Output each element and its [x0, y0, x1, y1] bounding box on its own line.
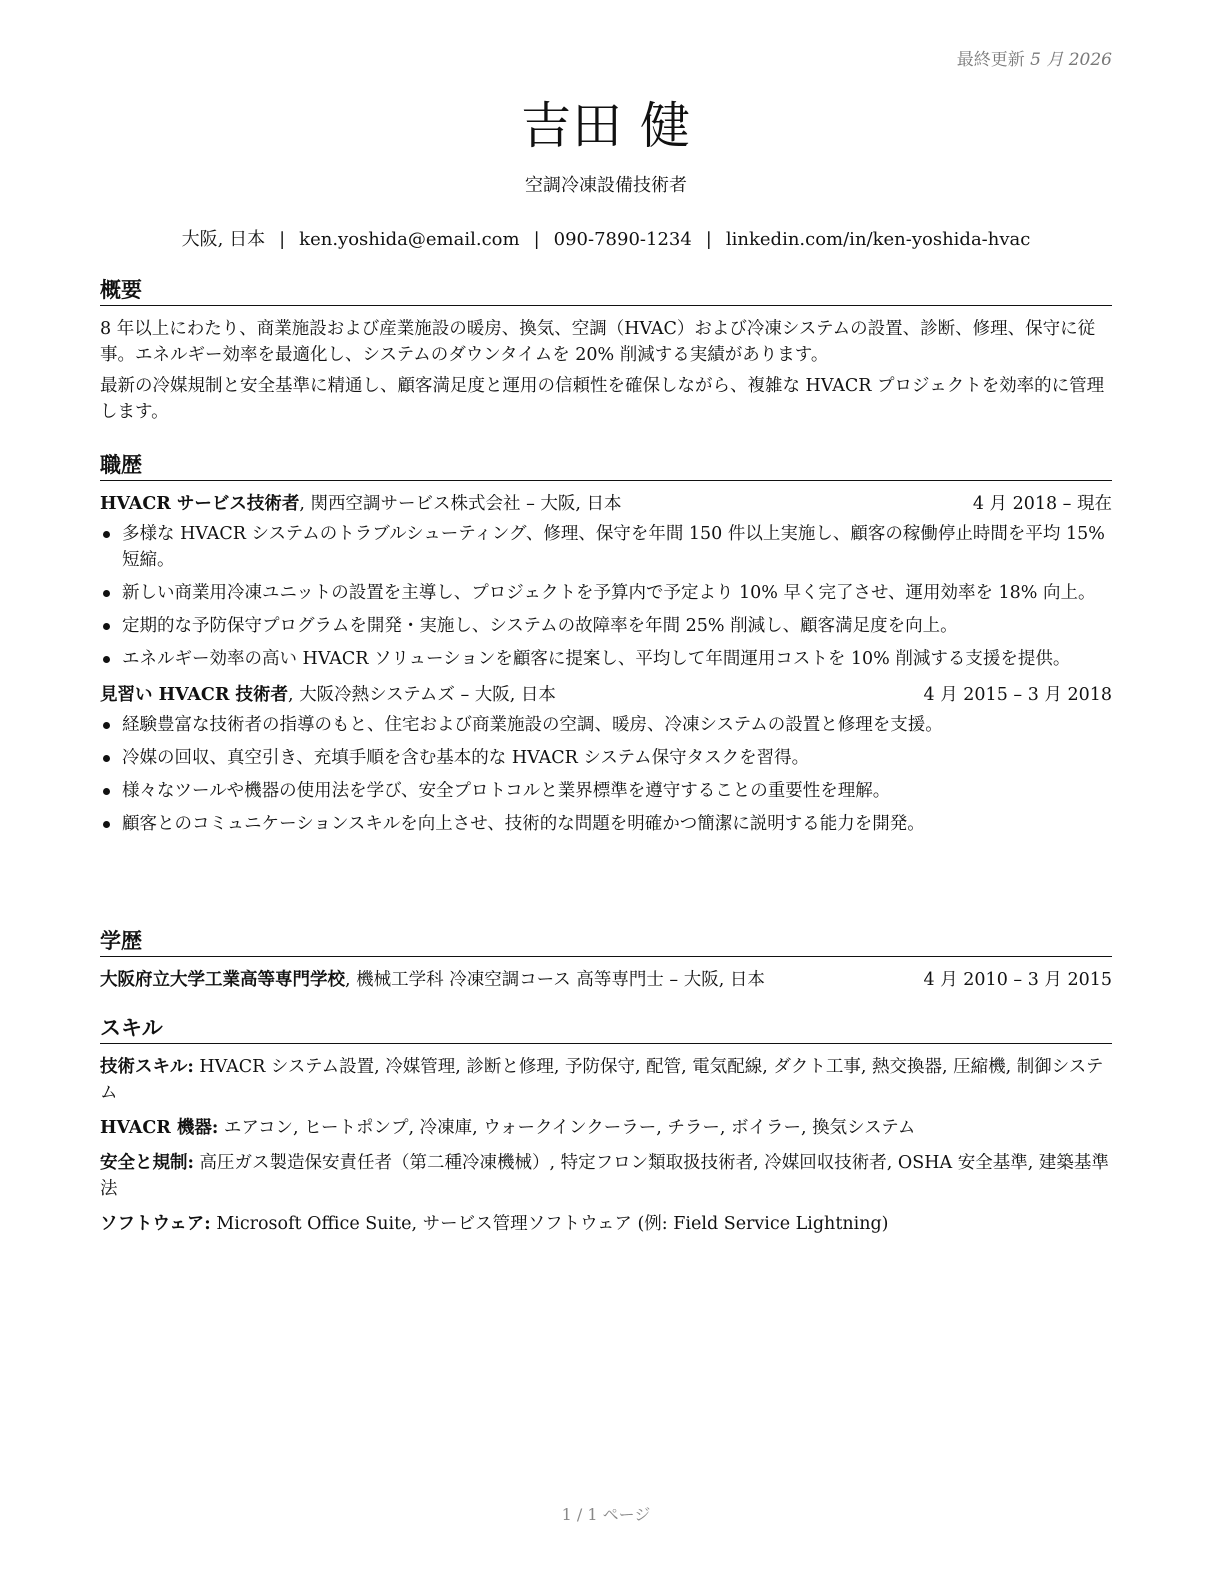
education-heading: 学歴 [100, 928, 1112, 957]
summary-heading: 概要 [100, 277, 1112, 306]
skill-value: エアコン, ヒートポンプ, 冷凍庫, ウォークインクーラー, チラー, ボイラー, 換気システム [218, 1118, 916, 1138]
skill-row [100, 1150, 1112, 1202]
skill-value: HVACR システム設置, 冷媒管理, 診断と修理, 予防保守, 配管, 電気配線, ダクト工事, 熱交換器, 圧縮機, 制御システム [100, 1057, 1104, 1103]
job-bullet: 冷媒の回収、真空引き、充填手順を含む基本的な HVACR システム保守タスクを習得。 [100, 745, 1112, 771]
job-role: HVACR サービス技術者 [100, 494, 300, 514]
education-school: 大阪府立大学工業高等専門学校 [100, 970, 345, 990]
skill-row [100, 1211, 1112, 1237]
job-title-company [100, 682, 556, 708]
contact-separator: | [533, 229, 540, 250]
job-dates: 4 月 2018 – 現在 [972, 494, 1112, 514]
job-bullet: 顧客とのコミュニケーションスキルを向上させ、技術的な問題を明確かつ簡潔に説明する能力を開発。 [100, 811, 1112, 837]
resume-page [100, 0, 1112, 1584]
job-bullets [100, 521, 1112, 672]
candidate-title: 空調冷凍設備技術者 [525, 175, 687, 196]
job-role: 見習い HVACR 技術者 [100, 685, 288, 705]
skill-value: 高圧ガス製造保安責任者（第二種冷凍機械）, 特定フロン類取扱技術者, 冷媒回収技術者, OSHA 安全基準, 建築基準法 [100, 1153, 1109, 1199]
job-bullet: 経験豊富な技術者の指導のもと、住宅および商業施設の空調、暖房、冷凍システムの設置と修理を支援。 [100, 712, 1112, 738]
contact-line [100, 225, 1112, 251]
skill-row [100, 1054, 1112, 1106]
page-indicator: 1 / 1 ページ [561, 1505, 651, 1524]
experience-section [100, 452, 1112, 844]
education-school-detail [100, 967, 765, 993]
contact-linkedin[interactable]: linkedin.com/in/ken-yoshida-hvac [725, 229, 1031, 250]
contact-separator: | [279, 229, 286, 250]
skill-label: 技術スキル: [100, 1057, 194, 1077]
skill-label: HVACR 機器: [100, 1118, 219, 1138]
job-bullet: 定期的な予防保守プログラムを開発・実施し、システムの故障率を年間 25% 削減し、顧客満足度を向上。 [100, 613, 1112, 639]
job-bullet: 多様な HVACR システムのトラブルシューティング、修理、保守を年間 150 件以上実施し、顧客の稼働停止時間を平均 15% 短縮。 [100, 521, 1112, 573]
skill-row [100, 1115, 1112, 1141]
job-header [100, 682, 1112, 708]
summary-paragraph: 8 年以上にわたり、商業施設および産業施設の暖房、換気、空調（HVAC）および冷凍システムの設置、診断、修理、保守に従事。エネルギー効率を最適化し、システムのダウンタイムを 20% 削減する実績があります。 [100, 319, 1096, 365]
job-bullet: 様々なツールや機器の使用法を学び、安全プロトコルと業界標準を遵守することの重要性を理解。 [100, 778, 1112, 804]
summary-section [100, 277, 1112, 430]
job-header [100, 491, 1112, 517]
skills-section [100, 1015, 1112, 1246]
last-updated-date: 5 月 2026 [1030, 50, 1112, 70]
skill-label: ソフトウェア: [100, 1214, 211, 1234]
summary-paragraph: 最新の冷媒規制と安全基準に精通し、顧客満足度と運用の信頼性を確保しながら、複雑な HVACR プロジェクトを効率的に管理します。 [100, 376, 1105, 422]
job-title-company [100, 491, 622, 517]
job-bullet: 新しい商業用冷凍ユニットの設置を主導し、プロジェクトを予算内で予定より 10% 早く完了させ、運用効率を 18% 向上。 [100, 580, 1112, 606]
education-detail: , 機械工学科 冷凍空調コース 高等専門士 – 大阪, 日本 [345, 970, 765, 990]
last-updated-label: 最終更新 [956, 50, 1025, 70]
last-updated [957, 45, 1112, 70]
job-bullets [100, 712, 1112, 837]
job-entry [100, 491, 1112, 672]
education-dates: 4 月 2010 – 3 月 2015 [923, 970, 1112, 990]
job-company: , 大阪冷熱システムズ – 大阪, 日本 [288, 685, 556, 705]
job-dates: 4 月 2015 – 3 月 2018 [923, 685, 1112, 705]
candidate-name: 吉田 健 [521, 97, 691, 155]
contact-phone[interactable]: 090-7890-1234 [553, 229, 692, 250]
job-company: , 関西空調サービス株式会社 – 大阪, 日本 [299, 494, 622, 514]
job-entry [100, 682, 1112, 837]
job-bullet: エネルギー効率の高い HVACR ソリューションを顧客に提案し、平均して年間運用コストを 10% 削減する支援を提供。 [100, 646, 1112, 672]
education-entry [100, 967, 1112, 993]
skill-label: 安全と規制: [100, 1153, 194, 1173]
skill-value: Microsoft Office Suite, サービス管理ソフトウェア (例: Field Service Lightning) [210, 1214, 889, 1234]
contact-location: 大阪, 日本 [181, 229, 266, 250]
skills-heading: スキル [100, 1015, 1112, 1044]
experience-heading: 職歴 [100, 452, 1112, 481]
education-section [100, 928, 1112, 993]
contact-separator: | [705, 229, 712, 250]
contact-email[interactable]: ken.yoshida@email.com [299, 229, 520, 250]
